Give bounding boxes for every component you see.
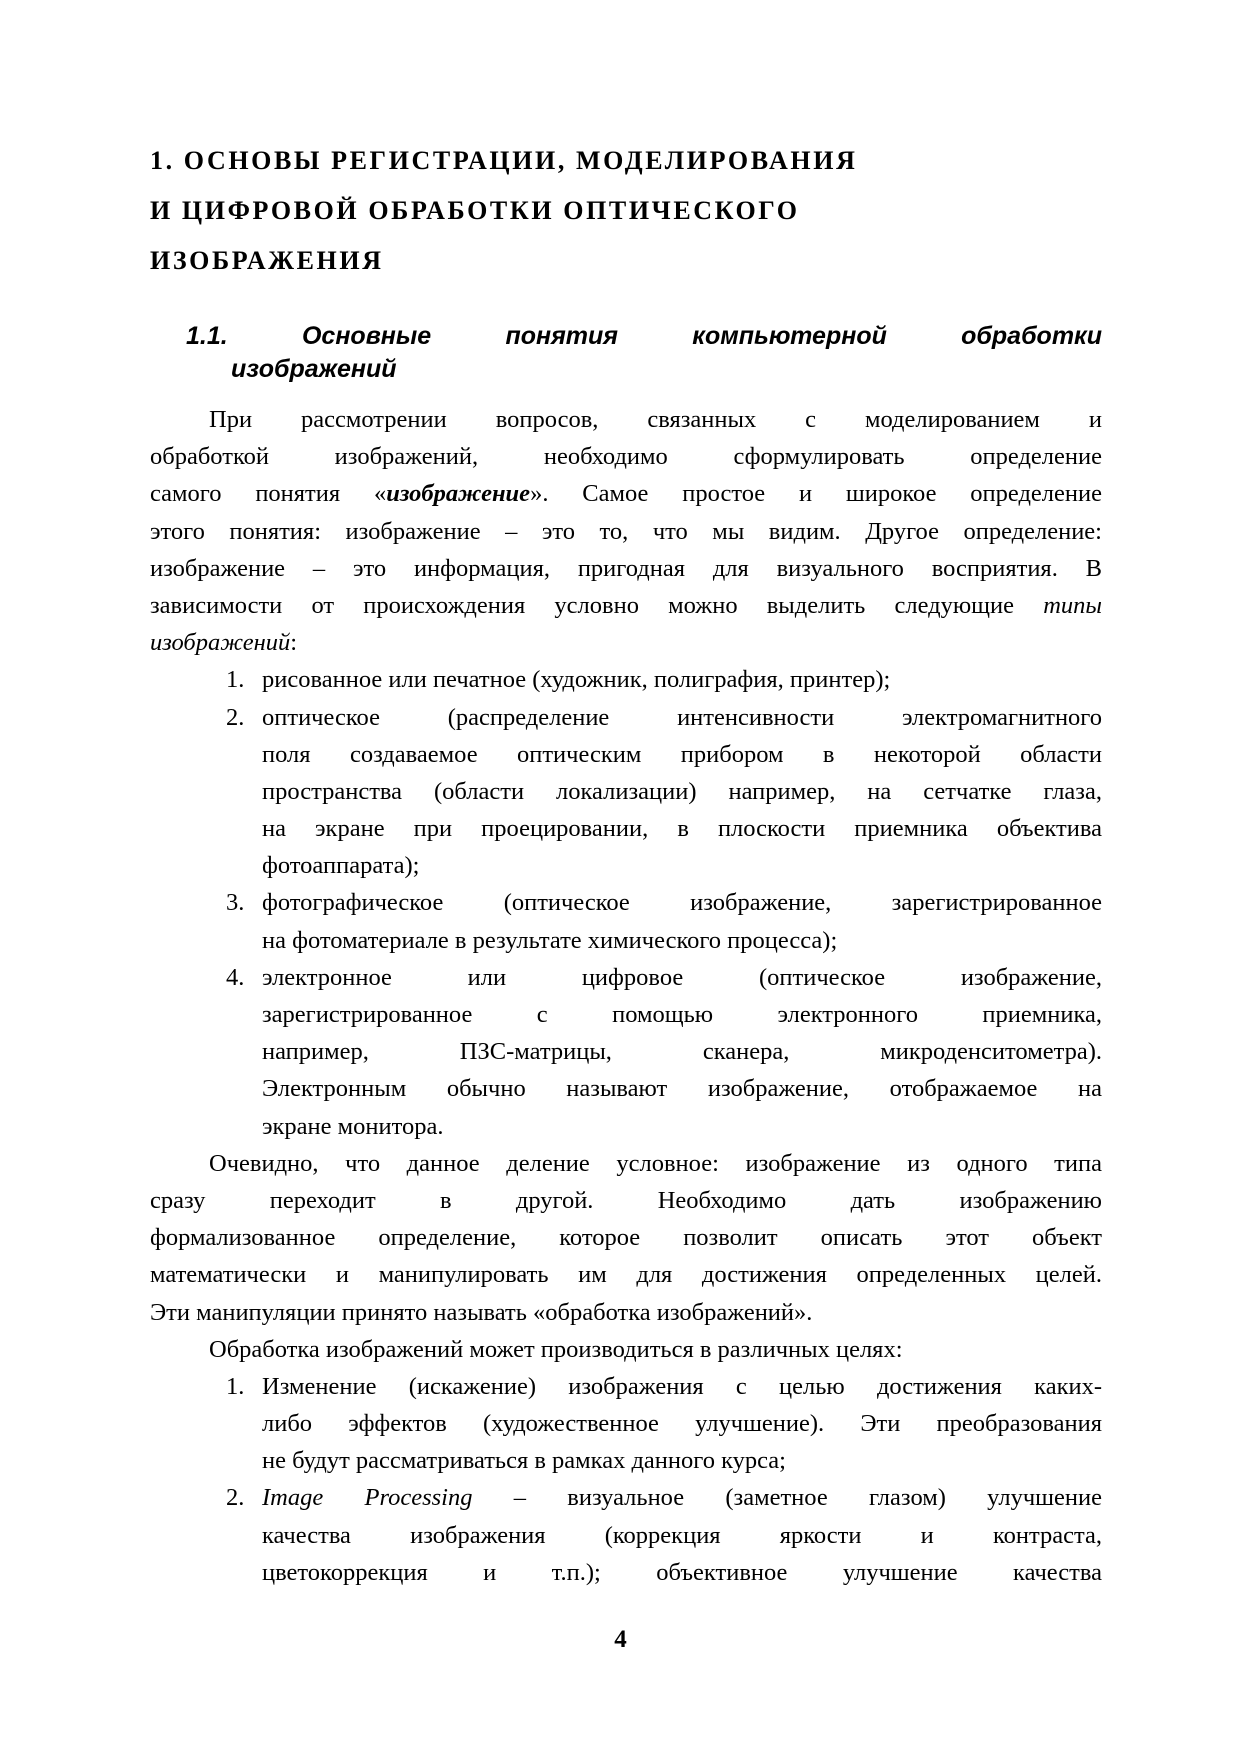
text-line: фотоаппарата);: [262, 852, 420, 880]
italic-term: типы: [1043, 591, 1102, 619]
list-item: [150, 959, 1102, 1145]
paragraph: [150, 401, 1102, 661]
text-line: При рассмотрении вопросов, связанных с моделированием и: [209, 406, 1102, 433]
text-segment: самого понятия «: [150, 480, 387, 508]
list-item-number: 2.: [226, 1484, 245, 1512]
list-item: [150, 661, 1102, 698]
text-line: [150, 587, 1102, 624]
text-line: качества изображения (коррекция яркости и контраста,: [262, 1521, 1102, 1549]
text-line: на экране при проецировании, в плоскости приемника объектива: [262, 815, 1102, 843]
section-heading-line: изображений: [231, 355, 397, 383]
chapter-title: [150, 136, 1110, 286]
text-line: Электронным обычно называют изображение, отображаемое на: [262, 1075, 1102, 1103]
text-line: экране монитора.: [262, 1112, 444, 1140]
text-line: обработкой изображений, необходимо сформулировать определение: [150, 443, 1102, 471]
text-line: например, ПЗС-матрицы, сканера, микроденситометра).: [262, 1038, 1102, 1066]
list-item: [150, 1479, 1102, 1591]
body-text: [150, 401, 1102, 1591]
chapter-title-line: ИЗОБРАЖЕНИЯ: [150, 246, 384, 275]
text-segment: ». Самое простое и широкое определение: [530, 480, 1102, 508]
text-line: формализованное определение, которое позволит описать этот объект: [150, 1224, 1102, 1252]
page-number: 4: [614, 1626, 627, 1653]
text-line: [262, 1479, 1102, 1516]
chapter-title-line: 1. ОСНОВЫ РЕГИСТРАЦИИ, МОДЕЛИРОВАНИЯ: [150, 146, 858, 175]
chapter-title-line: И ЦИФРОВОЙ ОБРАБОТКИ ОПТИЧЕСКОГО: [150, 196, 800, 225]
text-segment: :: [290, 629, 298, 657]
text-segment: зависимости от происхождения условно можно выделить следующие: [150, 591, 1044, 619]
text-line: электронное или цифровое (оптическое изображение,: [262, 963, 1102, 991]
paragraph: [150, 1145, 1102, 1331]
text-line: фотографическое (оптическое изображение, зарегистрированное: [262, 889, 1102, 917]
text-line: на фотоматериале в результате химического процесса);: [262, 926, 838, 954]
text-line: Изменение (искажение) изображения с целью достижения каких-: [262, 1372, 1102, 1400]
italic-term: изображений: [150, 629, 291, 657]
list-item: [150, 884, 1102, 958]
list-item-number: 4.: [226, 963, 245, 991]
text-line: рисованное или печатное (художник, полиграфия, принтер);: [262, 666, 891, 694]
text-segment: – визуальное (заметное глазом) улучшение: [472, 1484, 1102, 1512]
text-line: сразу переходит в другой. Необходимо дать изображению: [150, 1186, 1102, 1214]
text-line: оптическое (распределение интенсивности электромагнитного: [262, 703, 1102, 731]
text-line: не будут рассматриваться в рамках данного курса;: [262, 1447, 786, 1475]
text-line: зарегистрированное с помощью электронного приемника,: [262, 1001, 1102, 1028]
list-item-number: 2.: [226, 703, 245, 731]
text-line: Эти манипуляции принято называть «обработка изображений».: [150, 1298, 813, 1326]
text-line: цветокоррекция и т.п.); объективное улучшение качества: [262, 1558, 1102, 1586]
text-line: либо эффектов (художественное улучшение). Эти преобразования: [262, 1410, 1102, 1438]
list-item-number: 1.: [226, 1372, 245, 1400]
text-line: математически и манипулировать им для достижения определенных целей.: [150, 1261, 1102, 1289]
text-line: изображение – это информация, пригодная для визуального восприятия. В: [150, 554, 1102, 582]
text-line: этого понятия: изображение – это то, что мы видим. Другое определение:: [150, 517, 1102, 545]
text-line: [150, 624, 1102, 661]
italic-term: Image Processing: [262, 1484, 473, 1512]
text-line: Обработка изображений может производиться в различных целях:: [209, 1335, 903, 1363]
text-line: поля создаваемое оптическим прибором в некоторой области: [262, 740, 1102, 768]
text-line: Очевидно, что данное деление условное: изображение из одного типа: [209, 1149, 1102, 1177]
emphasized-term: изображение: [386, 480, 531, 508]
paragraph: [150, 1331, 1102, 1368]
list-item: [150, 1368, 1102, 1480]
text-line: пространства (области локализации) например, на сетчатке глаза,: [262, 777, 1102, 805]
list-item: [150, 699, 1102, 885]
section-heading-line: 1.1. Основные понятия компьютерной обработки: [186, 322, 1102, 350]
text-line: [150, 475, 1102, 512]
list-item-number: 3.: [226, 889, 245, 917]
section-heading: [186, 320, 1102, 386]
list-item-number: 1.: [226, 666, 245, 694]
